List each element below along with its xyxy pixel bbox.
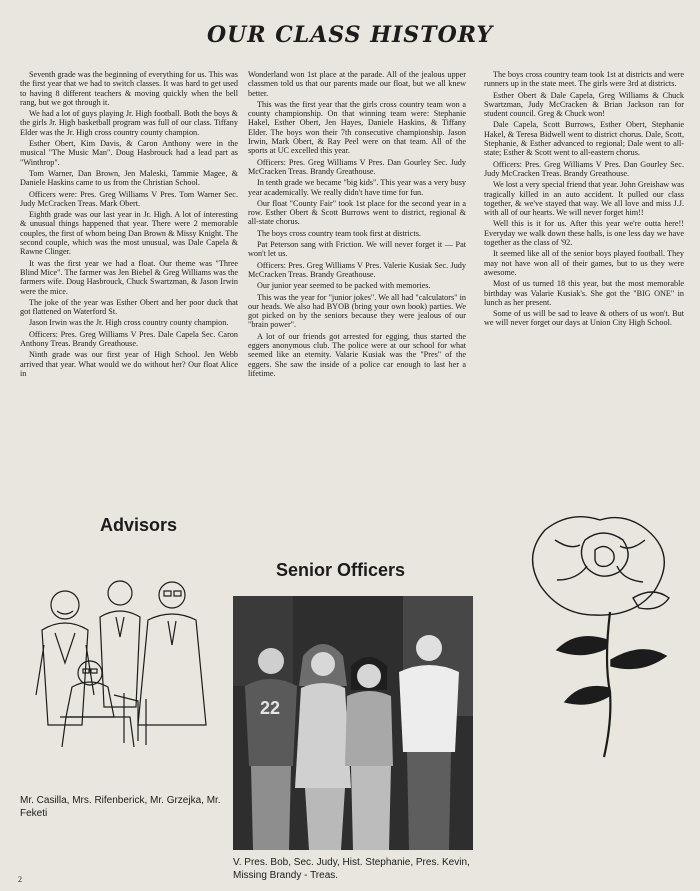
- history-paragraph: Our junior year seemed to be packed with memories.: [257, 281, 431, 291]
- officers-caption: V. Pres. Bob, Sec. Judy, Hist. Stephanie, Pres. Kevin, Missing Brandy - Treas.: [233, 857, 470, 881]
- history-paragraph: We had a lot of guys playing Jr. High football. Both the boys & the girls Jr. High basketball program was full of our class. Tiffany Elder was the Jr. High cross country county champion.: [20, 109, 238, 137]
- officers-photo-image: [233, 596, 473, 850]
- history-paragraph: Our float "County Fair" took 1st place for the second year in a row. Esther Obert & Scott Burrows went to district, regional & all-state chorus.: [248, 198, 466, 227]
- history-paragraph: Some of us will be sad to leave & others of us won't. But we will never forget our days at Union City High School.: [484, 309, 684, 328]
- history-paragraph: Officers were: Pres. Greg Williams V Pres. Tom Warner Sec. Judy McCracken Treas. Mark Obert.: [20, 189, 238, 208]
- history-paragraph: Esther Obert, Kim Davis, & Caron Anthony were in the musical "The Music Man". Doug Hasbrouck had a lead part as "Winthrop".: [20, 139, 238, 167]
- history-paragraph: Ninth grade was our first year of High School. Jen Webb arrived that year. What would we do without her? Our float Alice in: [20, 350, 238, 378]
- history-paragraph: It was the first year we had a float. Our theme was "Three Blind Mice". The farmer was Jen Biebel & Greg Williams was the farmers wife. Doug Hasbrouck, Chuck Swartzman, & Jason Irwin were the mice.: [20, 258, 238, 296]
- rose-drawing: [515, 500, 685, 762]
- officers-heading: Senior Officers: [276, 560, 406, 580]
- history-paragraph: A lot of our friends got arrested for egging, thus started the eggers anonymous club. The police were at our school for what seemed like an eternity. Valarie Kusiak was the "Pres" of the eggers. She saw the inside of a police car enough to last her a lifetime.: [248, 331, 466, 378]
- history-paragraph: Most of us turned 18 this year, but the most memorable birthday was Valarie Kusiak's. She got the "BIG ONE" in lunch as her present.: [484, 279, 684, 307]
- history-paragraph: Jason Irwin was the Jr. High cross country county champion.: [29, 318, 229, 328]
- history-paragraph: This was the first year that the girls cross country team won a county championship. On that winning team were: Stephanie Hakel, Esther Obert, Jen Hayes, Daniele Haskins, & Tiffany Elder. The boys won their 7th consecutive championship. Jason Irwin, Mark Obert, & Ray Peel were on that team. All of the sports at UC excelled this year.: [248, 99, 466, 156]
- history-paragraph: Officers: Pres. Greg Williams V Pres. Dale Capela Sec. Caron Anthony Treas. Brandy Greathouse.: [20, 329, 238, 349]
- page-title: OUR CLASS HISTORY: [206, 22, 494, 48]
- advisors-drawing: [20, 575, 220, 760]
- officers-photo: [233, 596, 473, 850]
- history-paragraph: Tom Warner, Dan Brown, Jen Maleski, Tammie Magee, & Daniele Haskins came to us from the Christian School.: [20, 168, 238, 188]
- history-paragraph: The joke of the year was Esther Obert and her poor duck that got flattened on Waterford St.: [20, 297, 238, 317]
- page-number: 2: [18, 875, 22, 884]
- history-paragraph: The boys cross country team took first at districts.: [257, 228, 421, 238]
- history-column-3: [484, 70, 684, 330]
- history-column-2: [248, 70, 466, 380]
- history-paragraph: This was the year for "junior jokes". We all had "calculators" in our heads. We also had BYOB (bring your own book) parties. We got picked on by the seniors because they were jealous of our "brain power".: [248, 292, 466, 330]
- history-paragraph: Officers: Pres. Greg Williams V Pres. Dan Gourley Sec. Judy McCracken Treas. Brandy Greathouse.: [248, 157, 466, 176]
- history-paragraph: We lost a very special friend that year. John Greishaw was tragically killed in an auto accident. It pulled our class together, & we've stayed that way. We all love and miss J.J. with all of our hearts. We will never forget him!!: [484, 180, 685, 218]
- history-paragraph: Esther Obert & Dale Capela, Greg Williams & Chuck Swartzman, Judy McCracken & Brian Jackson ran for student council. Greg & Chuck won!: [484, 90, 684, 119]
- history-paragraph: It seemed like all of the senior boys played football. They may not have won all of their games, but to us they were awesome.: [484, 249, 684, 277]
- history-paragraph: Dale Capela, Scott Burrows, Esther Obert, Stephanie Hakel, & Teresa Bidwell went to district chorus. Dale, Scott, Stephanie, & Esther advanced to regional; Dale went to all-state; Esther & Scott went to all-eastern chorus.: [484, 120, 684, 158]
- jersey-number: 22: [260, 698, 281, 718]
- history-paragraph: Eighth grade was our last year in Jr. High. A lot of interesting & unusual things happened that year. There were 2 memorable couples, the first of whom being Dan Brown & Missy Knight. The second couple, which was the most unusual, was Dale Capela & Rawne Clinger.: [20, 210, 238, 257]
- history-paragraph: Pat Peterson sang with Friction. We will never forget it — Pat won't let us.: [248, 240, 466, 259]
- history-paragraph: The boys cross country team took 1st at districts and were runners up in the state meet. The girls were 3rd at districts.: [484, 70, 684, 89]
- history-paragraph: Wonderland won 1st place at the parade. All of the jealous upper classmen told us that our parents made our float, but we all knew better.: [248, 70, 466, 98]
- advisors-caption: Mr. Casilla, Mrs. Rifenberick, Mr. Grzejka, Mr. Feketi: [20, 795, 221, 819]
- advisors-heading: Advisors: [100, 515, 178, 535]
- history-paragraph: Well this is it for us. After this year we're outta here!! Everyday we walk down these halls, is one less day we have together as the class of '92.: [484, 219, 684, 248]
- history-column-1: [20, 70, 238, 380]
- history-paragraph: In tenth grade we became "big kids". This year was a very busy year academically. We really didn't have time for fun.: [248, 178, 466, 197]
- history-paragraph: Officers: Pres. Greg Williams V Pres. Valerie Kusiak Sec. Judy McCracken Treas. Brandy Greathouse.: [248, 260, 466, 279]
- history-paragraph: Seventh grade was the beginning of everything for us. This was the first year that we had to switch classes. It was hard to get used to having 8 different teachers & moving quickly when the bell rang, but we got through it.: [20, 70, 238, 107]
- history-paragraph: Officers: Pres. Greg Williams V Pres. Dan Gourley Sec. Judy McCracken Treas. Brandy Greathouse.: [484, 159, 684, 178]
